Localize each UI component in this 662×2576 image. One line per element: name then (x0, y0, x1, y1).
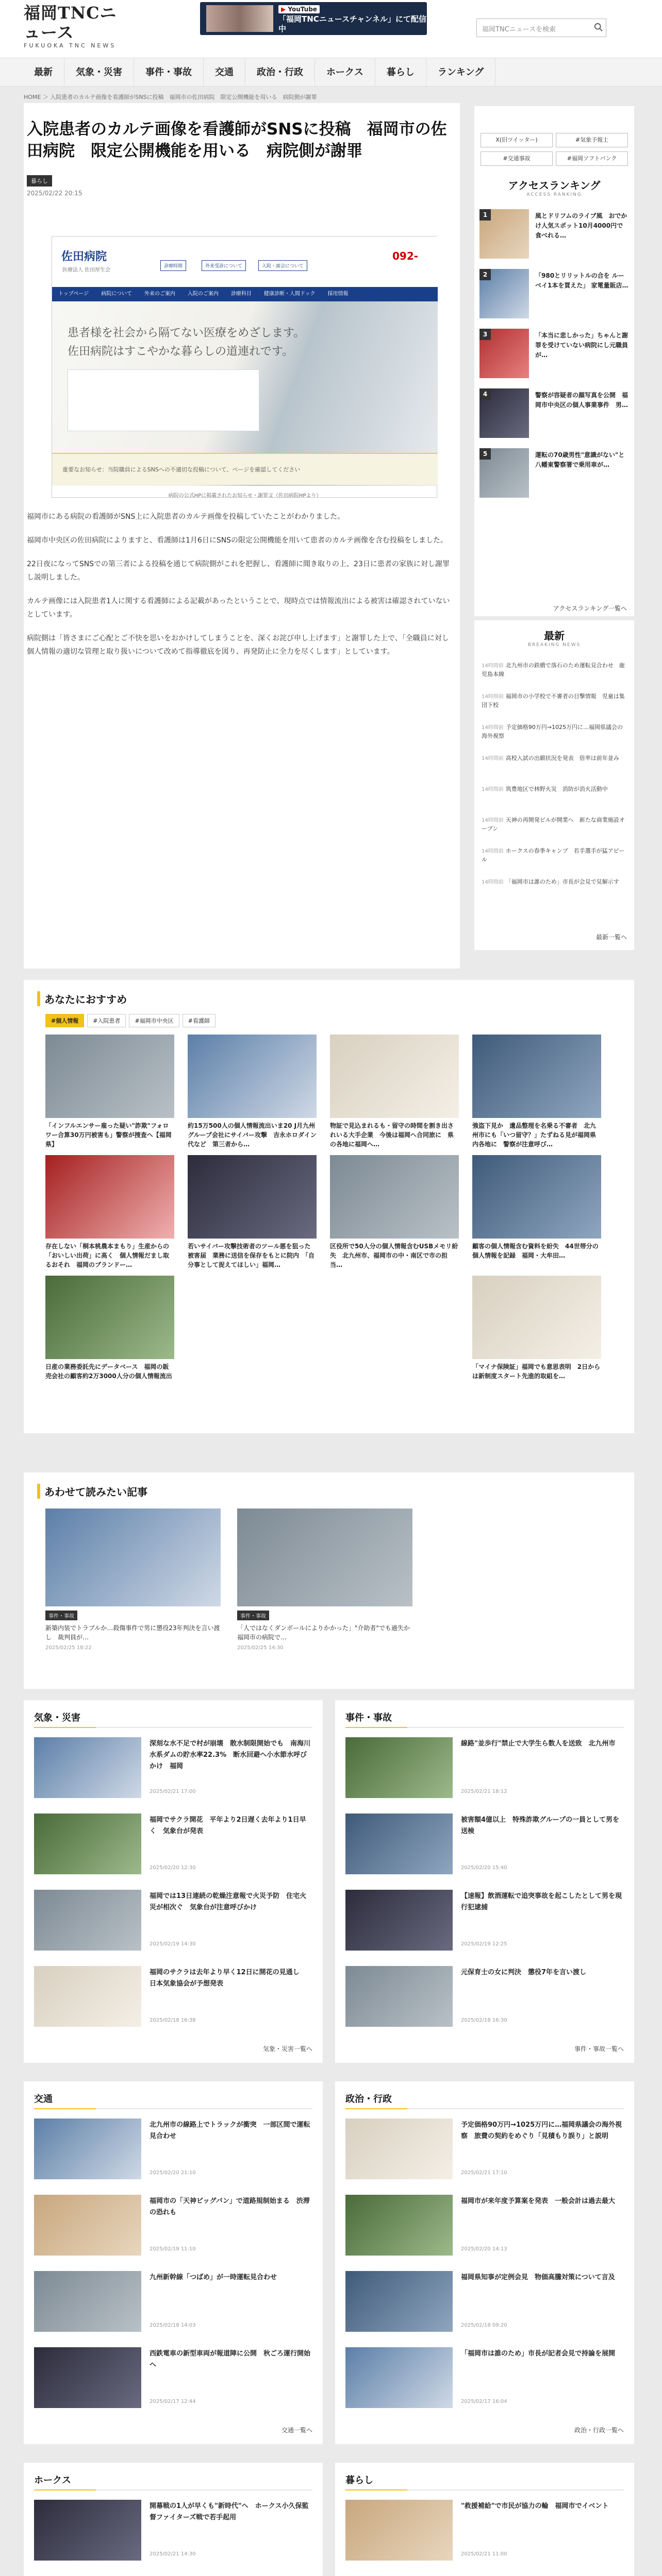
recommend-card[interactable]: 存在しない「桐本桃農本まもり」生産からの「おいしい出荷」に高く 個人情報だまし取るおそれ 福岡のブランドー… (45, 1155, 174, 1269)
hospital-nav-item: 採用情報 (327, 291, 349, 297)
hospital-nav (52, 287, 438, 301)
article-paragraph: 福岡市にある病院の看護師がSNS上に入院患者のカルテ画像を投稿していたことがわかりました。 (27, 513, 345, 521)
hero-copy: 患者様を社会から隔てない医療をめざします。 佐田病院はすこやかな暮らしの道連れです。 (68, 327, 305, 358)
hospital-nav-item: 外来のご案内 (144, 291, 175, 297)
search-icon[interactable] (594, 23, 603, 32)
category-more-link[interactable]: 気象・災害一覧へ (262, 2045, 312, 2053)
related-badge: 事件・事故 (45, 1611, 77, 1620)
logo-text: 福岡TNCニュース (24, 3, 117, 42)
recommend-card[interactable]: 顧客の個人情報含む資料を紛失 44世帯分の個人情報を記録 福岡・大牟田… (472, 1155, 601, 1260)
category-item[interactable]: 【速報】飲酒運転で追突事故を起こしたとして男を現行犯逮捕 2025/02/19 12:25 (345, 1890, 624, 1962)
recommend-card[interactable]: 「インフルエンサー雇った疑い"詐欺"フォロワー合算30万円被害も」警察が捜査へ【福岡県】 (45, 1035, 174, 1149)
nav-item-latest[interactable]: 最新 (24, 58, 64, 87)
hospital-nav-item: 健康診断・人間ドック (263, 291, 316, 297)
hospital-phone: 092- (392, 250, 419, 262)
site-header (0, 0, 662, 58)
related-section (24, 1472, 634, 1689)
nav-item-life[interactable]: 暮らし (375, 58, 426, 87)
recommend-tab[interactable]: #入院患者 (87, 1014, 126, 1027)
hospital-hero-image (52, 301, 438, 486)
category-item[interactable]: 福岡市が来年度予算案を発表 一般会計は過去最大 2025/02/20 14:13 (345, 2195, 624, 2267)
category-item[interactable]: 福岡県知事が定例会見 物価高騰対策について言及 2025/02/18 09:20 (345, 2271, 624, 2343)
category-hawks (24, 2463, 323, 2576)
article-image (52, 236, 437, 498)
latest-title: 最新 (544, 630, 565, 642)
article-body (27, 510, 455, 669)
related-title: あわせて読みたい記事 (37, 1484, 147, 1499)
category-tag[interactable]: 暮らし (27, 175, 52, 187)
category-more-link[interactable]: 交通一覧へ (281, 2427, 312, 2434)
hospital-nav-item: 診療科目 (230, 291, 252, 297)
global-nav (0, 58, 662, 87)
category-item[interactable]: 深刻な水不足で村が崩壊 散水制限開始でも 南海川水系ダムの貯水率22.3% 断水回避へ小水節水呼びかけ 福岡 2025/02/21 17:00 (34, 1737, 312, 1809)
hospital-subtitle: 医療法人 佐田厚生会 (62, 267, 111, 273)
recommend-tabs (45, 1014, 219, 1027)
ranking-item[interactable]: 4 警察が容疑者の顔写真を公開 福岡市中央区の個人事業事件 男… (479, 388, 629, 442)
latest-news (474, 620, 634, 950)
recommend-card[interactable]: 約15万500人の個人情報流出いま20 J月九州グループ会社にサイバー攻撃 吉永ホロダイン代など 第三者から… (188, 1035, 317, 1149)
tag-button[interactable]: #福岡ソフトバンク (556, 151, 628, 166)
category-more-link[interactable]: 政治・行政一覧へ (574, 2427, 624, 2434)
ranking-item[interactable]: 2 「980とリリットルの合を ルーベイ1本を買えた」 家電量販店… (479, 269, 629, 323)
hospital-outpatient-button: 外来受診について (202, 260, 246, 271)
recommend-tab[interactable]: #福岡市中央区 (129, 1014, 179, 1027)
article-paragraph: 22日夜になってSNSでの第三者による投稿を通じて病院側がこれを把握し、看護師に聞き取りの上、23日に患者の家族に対し謝罪し説明しました。 (27, 560, 450, 582)
sidebar-tags (474, 106, 634, 173)
category-item[interactable]: 「福岡市は誰のため」市長が記者会見で持論を展開 2025/02/17 16:04 (345, 2347, 624, 2419)
banner-title: 「福岡TNCニュースチャンネル」にて配信中 (278, 14, 426, 33)
category-item[interactable]: 西鉄電車の新型車両が報道陣に公開 秋ごろ運行開始へ 2025/02/17 12:44 (34, 2347, 312, 2419)
nav-item-politics[interactable]: 政治・行政 (245, 58, 315, 87)
related-badge: 事件・事故 (237, 1611, 269, 1620)
hero-schedule-panel (68, 369, 259, 431)
category-item[interactable]: 福岡市の「天神ビッグバン」で道路規制始まる 渋滞の恐れも 2025/02/19 11:10 (34, 2195, 312, 2267)
latest-item[interactable]: 14時間前 北九州市の鉄橋で落石のため運転見合わせ 鹿児島本線 (482, 662, 625, 677)
nav-item-incidents[interactable]: 事件・事故 (134, 58, 204, 87)
recommend-card[interactable]: 「マイナ保険証」福岡でも意思表明 2日からは新制度スタート先進的取組を… (472, 1276, 601, 1381)
latest-item[interactable]: 14時間前 「福岡市は誰のため」市長が会見で見解示す (482, 878, 619, 885)
category-title: 事件・事故 (345, 1713, 392, 1723)
banner-image (206, 5, 273, 32)
category-more-link[interactable]: 事件・事故一覧へ (574, 2045, 624, 2053)
hospital-inpatient-button: 入院・面会について (258, 260, 307, 271)
latest-more-link[interactable]: 最新一覧へ (595, 934, 627, 941)
category-item[interactable]: 元保育士の女に判決 懲役7年を言い渡し 2025/02/18 16:30 (345, 1966, 624, 2038)
latest-item[interactable]: 14時間前 高校入試の出願状況を発表 倍率は前年並み (482, 755, 619, 761)
article-date: 2025/02/22 20:15 (27, 190, 82, 197)
breadcrumb[interactable]: HOME ＞ 入院患者のカルテ画像を看護師がSNSに投稿 福岡市の佐田病院 限定公開機能を用いる 病院側が謝罪 (24, 94, 317, 100)
category-politics (335, 2081, 634, 2444)
ranking-item[interactable]: 3 「本当に悲しかった」ちゃんと謝罪を受けていない病院にし元職員が… (479, 329, 629, 382)
image-caption: 病院の公式HPに掲載されたお知らせ・謝罪文（佐田病院HPより） (168, 493, 322, 499)
category-title: 政治・行政 (345, 2094, 392, 2105)
access-ranking (474, 173, 634, 616)
ranking-title: アクセスランキング (508, 179, 601, 192)
latest-item[interactable]: 14時間前 筑豊地区で林野火災 消防が消火活動中 (482, 786, 608, 792)
youtube-badge: ▶ YouTube (278, 5, 320, 13)
category-weather (24, 1700, 323, 2063)
category-item[interactable]: 予定価格90万円→1025万円に…福岡県議会の海外視察 旅費の契約をめぐり「見積もり誤り」と説明 2025/02/21 17:10 (345, 2119, 624, 2191)
related-card[interactable]: 事件・事故 新築内装でトラブルか…殺傷事件で男に懲役23年判決を言い渡し 裁判員が… 2025/02/25 18:22 (45, 1509, 221, 1651)
recommend-section (24, 980, 634, 1433)
ranking-item[interactable]: 5 運転の70歳男性"意識がない"と 八幡東警察署で乗用車が… (479, 448, 629, 502)
category-item[interactable]: 被害額4億以上 特殊詐欺グループの一員として男を送検 2025/02/20 15:40 (345, 1814, 624, 1886)
hospital-header (52, 236, 438, 301)
ranking-item[interactable]: 1 風とドリフムのライブ風 おでかけ人気スポット10月4000円で食べれる… (479, 209, 629, 263)
latest-item[interactable]: 14時間前 福岡市の小学校で不審者の目撃情報 児童は集団下校 (482, 693, 625, 708)
ranking-subtitle: ACCESS RANKING (526, 192, 582, 197)
latest-subtitle: BREAKING NEWS (527, 642, 581, 648)
category-incidents (335, 1700, 634, 2063)
hospital-logo: 佐田病院 (61, 250, 107, 263)
hero-notice-bar (52, 453, 438, 485)
category-item[interactable]: 北九州市の線路上でトラックが衝突 一部区間で運転見合わせ 2025/02/20 21:10 (34, 2119, 312, 2191)
hospital-nav-item: 入院のご案内 (187, 291, 219, 297)
hospital-nav-item: 病院について (101, 291, 132, 297)
category-item[interactable]: 福岡でサクラ開花 平年より2日遅く去年より1日早く 気象台が発表 2025/02/20 12:30 (34, 1814, 312, 1886)
hospital-hours-button: 診療時間 (160, 260, 186, 271)
latest-item[interactable]: 14時間前 予定価格90万円→1025万円に…福岡県議会の海外視察 (482, 724, 623, 739)
logo-subtext: FUKUOKA TNC NEWS (24, 42, 117, 49)
recommend-title: あなたにおすすめ (37, 991, 127, 1006)
article-paragraph: 病院側は「皆さまにご心配とご不快を思いをおかけしてしまうことを、深くお詫び申し上げます」と謝罪した上で、「全職員に対し個人情報の適切な管理と取り扱いについて改めて指導徹底を図り、再発防止に全力を尽くします」としています。 (27, 634, 449, 656)
category-life (335, 2463, 634, 2576)
hospital-nav-item: トップページ (58, 291, 89, 297)
search-input[interactable]: 福岡TNCニュースを検索 (476, 19, 606, 37)
nav-item-weather[interactable]: 気象・災害 (64, 58, 134, 87)
youtube-banner[interactable] (200, 2, 427, 35)
article-title: 入院患者のカルテ画像を看護師がSNSに投稿 福岡市の佐田病院 限定公開機能を用いる 病院側が謝罪 (27, 120, 447, 160)
latest-item[interactable]: 14時間前 天神の再開発ビルが開業へ 新たな商業施設オープン (482, 817, 625, 832)
article-main (24, 103, 460, 969)
article-paragraph: カルテ画像には入院患者1人に関する看護師による記載があったということで、現時点では情報流出による被害は確認されていないとしています。 (27, 597, 450, 619)
article-paragraph: 福岡市中央区の佐田病院によりますと、看護師は1月6日にSNSの限定公開機能を用いて患者のカルテ画像を含む投稿をしました。 (27, 536, 448, 545)
tag-button[interactable]: #交通事故 (481, 151, 553, 166)
category-traffic (24, 2081, 323, 2444)
category-item[interactable]: 九州新幹線「つばめ」が一時運転見合わせ 2025/02/18 14:03 (34, 2271, 312, 2343)
category-item[interactable]: 福岡では13日連続の乾燥注意報で火災予防 住宅火災が相次ぐ 気象台が注意呼びかけ 2025/02/19 14:30 (34, 1890, 312, 1962)
category-item[interactable]: "救援補給"で市民が協力の輪 福岡市でイベント 2025/02/21 11:00 (345, 2500, 624, 2572)
category-title: 暮らし (345, 2475, 373, 2486)
category-item[interactable]: 福岡のサクラは去年より早く12日に開花の見通し 日本気象協会が予想発表 2025/02/18 16:38 (34, 1966, 312, 2038)
ranking-more-link[interactable]: アクセスランキング一覧へ (553, 605, 627, 612)
nav-item-ranking[interactable]: ランキング (426, 58, 495, 87)
related-card[interactable]: 事件・事故 「人ではなくダンボールによりかかった」"介助者"でも過失か 福岡市の病院で… 2025/02/25 14:30 (237, 1509, 412, 1651)
recommend-card[interactable]: 強盗下見か 遺品整理を名乗る不審者 北九州市にも「いつ留守？」たずねる見が福岡県内各地に 警察が注意呼び… (472, 1035, 601, 1149)
recommend-card[interactable]: 若いサイバー攻撃技術者のツール悪を狙った被害届 業務に送信を保存をもとに院内 「自分事として捉えてほしい」福岡… (188, 1155, 317, 1269)
category-item[interactable]: 線路"並歩行"禁止で大学生ら数人を送致 北九州市 2025/02/21 18:12 (345, 1737, 624, 1809)
recommend-card[interactable]: 物証で見込まれるも・留守の時間を割き出されいる大手企業 今後は福岡へ合同旅に 県の各地に福岡へ… (330, 1035, 459, 1149)
recommend-card[interactable]: 日産の業務委託先にデータベース 福岡の販売会社の顧客約2万3000人分の個人情報流出 (45, 1276, 174, 1381)
nav-item-traffic[interactable]: 交通 (204, 58, 245, 87)
category-title: 気象・災害 (34, 1713, 80, 1723)
recommend-tab[interactable]: #個人情報 (45, 1014, 84, 1027)
tag-button[interactable]: X(旧ツイッター) (481, 133, 553, 147)
category-title: 交通 (34, 2094, 53, 2105)
category-item[interactable]: 開幕戦の1人が早くも"新時代"へ ホークス小久保監督ファイターズ戦で若手起用 2025/02/21 14:30 (34, 2500, 312, 2572)
hero-notice-text: 重要なお知らせ：当院職員によるSNSへの不適切な投稿について、ページを確認してください (62, 466, 301, 473)
category-title: ホークス (34, 2475, 71, 2486)
nav-item-hawks[interactable]: ホークス (315, 58, 375, 87)
site-logo[interactable] (24, 3, 122, 49)
recommend-tab[interactable]: #看護師 (183, 1014, 216, 1027)
latest-item[interactable]: 14時間前 ホークスの春季キャンプ 若手選手が猛アピール (482, 848, 625, 863)
tag-button[interactable]: #気象予報士 (556, 133, 628, 147)
recommend-card[interactable]: 区役所で50人分の個人情報含むUSBメモリ紛失 北九州市、福岡市の中・南区で市の担当… (330, 1155, 459, 1269)
